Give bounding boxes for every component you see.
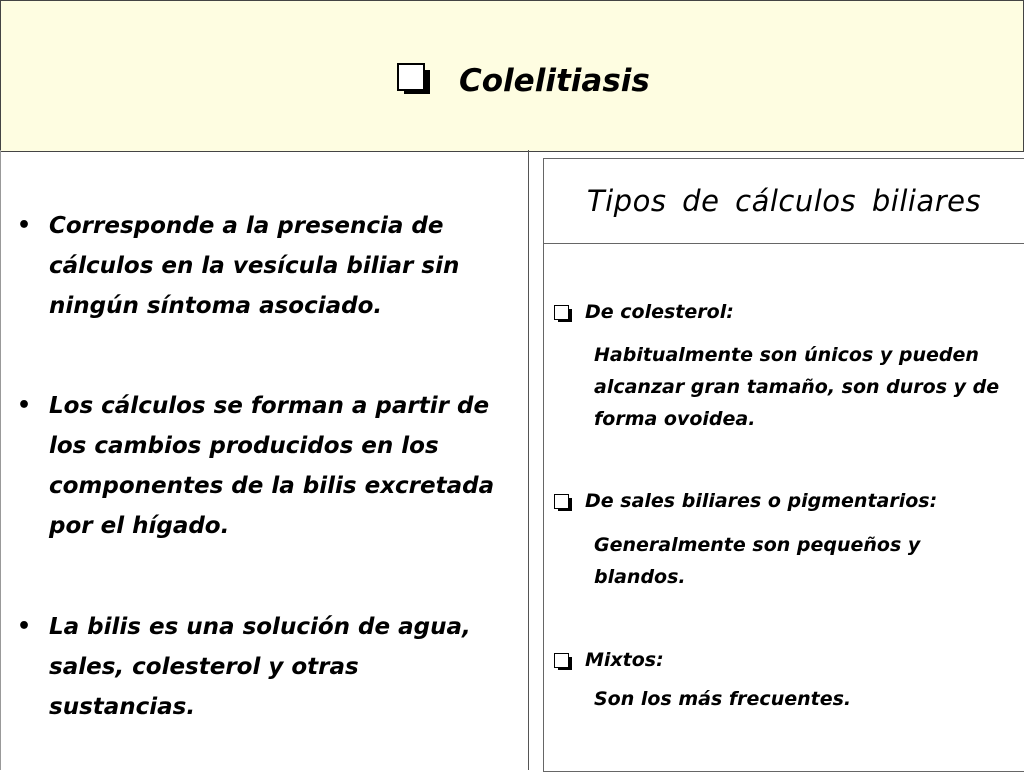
type-description: Habitualmente son únicos y pueden alcanzar gran tamaño, son duros y de forma ovoidea. — [594, 344, 1000, 430]
bullet-dot-icon: • — [17, 393, 32, 418]
description-panel — [0, 150, 529, 770]
type-heading — [554, 649, 664, 671]
bullet-text: Los cálculos se forman a partir de los cambios producidos en los componentes de la bilis excretada por el hígado. — [49, 393, 495, 539]
types-title: Tipos de cálculos biliares — [586, 184, 982, 218]
types-header — [544, 159, 1024, 244]
title-box — [0, 0, 1024, 152]
checkbox-square-icon — [554, 305, 569, 320]
bullet-text: Corresponde a la presencia de cálculos en la vesícula biliar sin ningún síntoma asociado. — [49, 213, 460, 319]
type-heading — [554, 490, 937, 512]
type-heading — [554, 301, 734, 323]
type-heading-label: Mixtos: — [585, 649, 664, 671]
types-panel — [543, 158, 1024, 772]
title-row — [397, 51, 650, 111]
bullet-dot-icon: • — [17, 213, 32, 238]
type-heading-label: De sales biliares o pigmentarios: — [585, 490, 938, 512]
type-heading-label: De colesterol: — [585, 301, 734, 323]
bullet-item — [17, 386, 507, 546]
checkbox-square-icon — [554, 653, 569, 668]
bullet-item — [17, 607, 507, 727]
checkbox-square-icon — [554, 494, 569, 509]
bullet-item — [17, 206, 507, 326]
bullet-text: La bilis es una solución de agua, sales, colesterol y otras sustancias. — [49, 614, 471, 720]
checkbox-square-icon — [397, 63, 425, 91]
slide-title: Colelitiasis — [459, 63, 650, 99]
type-description: Generalmente son pequeños y blandos. — [594, 534, 921, 588]
type-description: Son los más frecuentes. — [594, 688, 852, 710]
bullet-dot-icon: • — [17, 614, 32, 639]
